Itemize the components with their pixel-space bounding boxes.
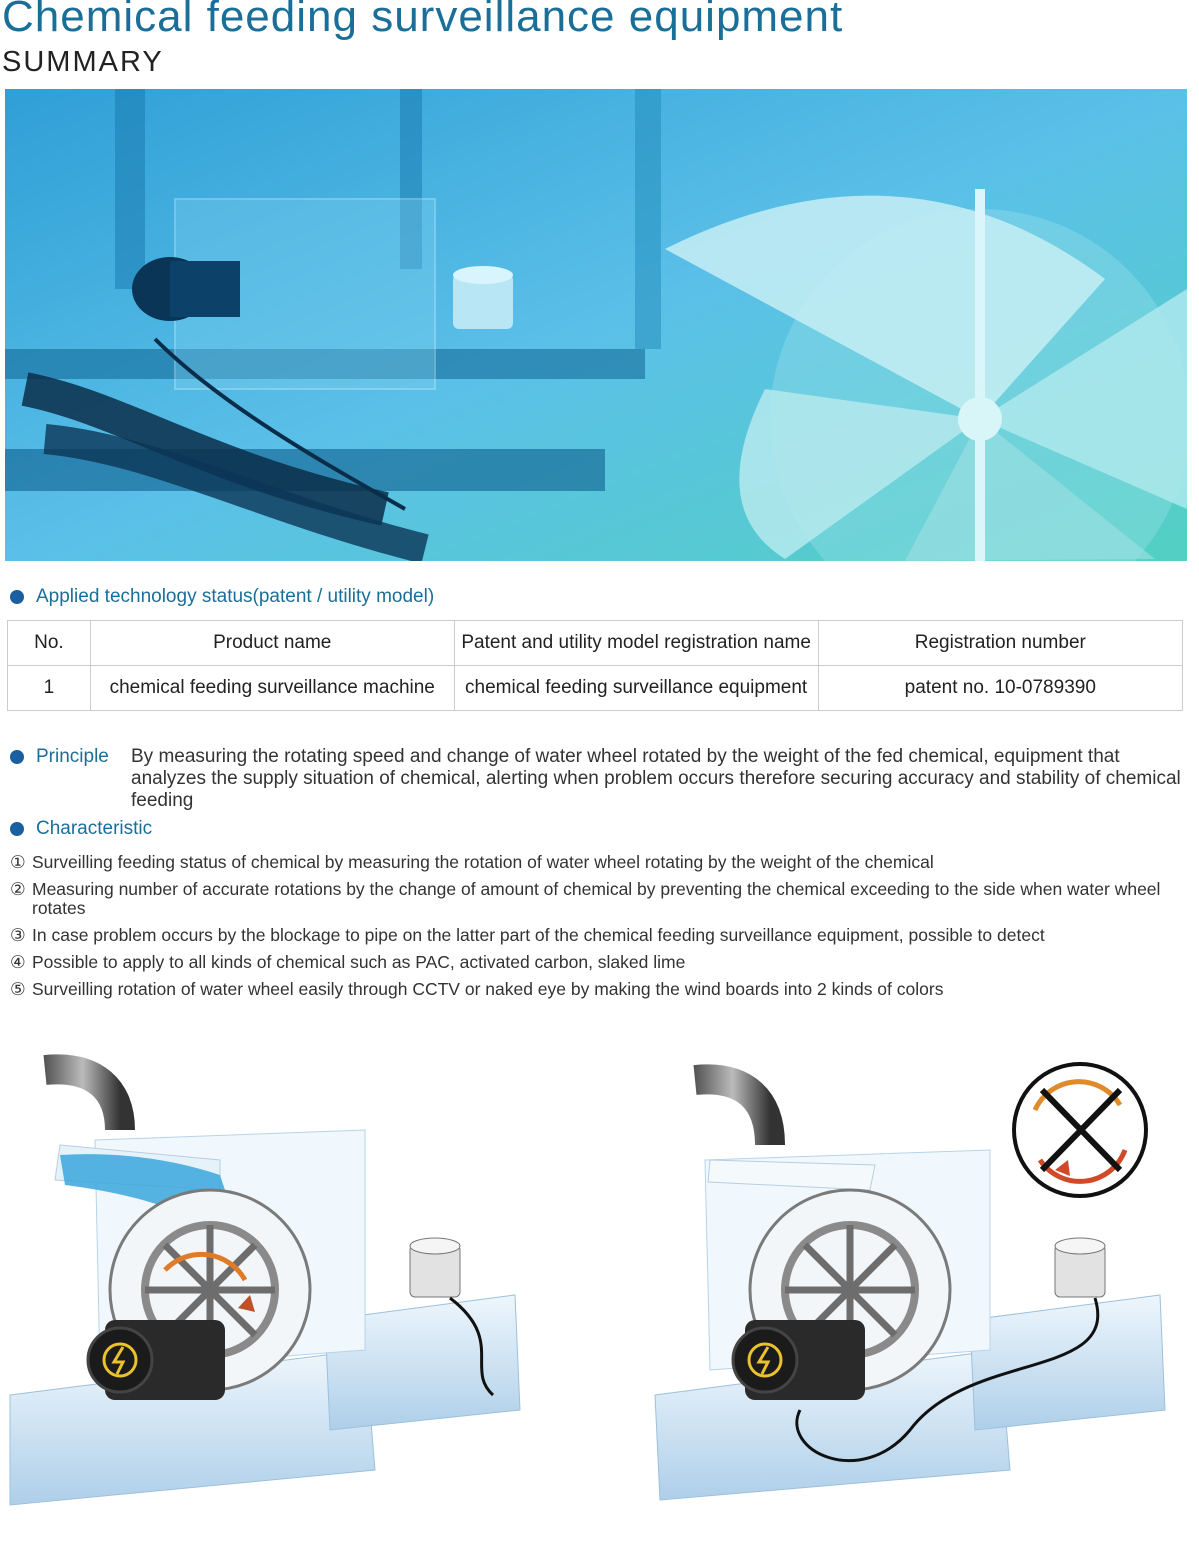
table-header-row	[8, 621, 1183, 666]
characteristic-label: Characteristic	[36, 818, 153, 839]
diagram-normal-operation	[5, 1050, 545, 1520]
principle-text: By measuring the rotating speed and change of water wheel rotated by the weight of the fed chemical, equipment that analyzes the supply situation of chemical, alerting when problem occurs therefore securing accuracy and stability of chemical feeding	[131, 746, 1181, 811]
stop-icon	[1014, 1064, 1146, 1196]
bullet-dot	[10, 590, 24, 604]
item-text: Measuring number of accurate rotations by the change of amount of chemical by preventing the chemical exceeding to the side when water wheel rotates	[32, 879, 1161, 918]
list-item	[10, 926, 1180, 945]
table-cell: 1	[8, 666, 91, 711]
principle-label: Principle	[36, 746, 109, 767]
item-text: Surveilling feeding status of chemical by measuring the rotation of water wheel rotating by the weight of the chemical	[32, 852, 934, 872]
characteristic-list	[10, 853, 1180, 1007]
table-row	[8, 666, 1183, 711]
applied-tech-heading-text: Applied technology status(patent / utility model)	[36, 586, 435, 607]
item-text: Possible to apply to all kinds of chemical such as PAC, activated carbon, slaked lime	[32, 952, 686, 972]
status-table	[7, 620, 1183, 711]
list-item	[10, 853, 1180, 872]
list-item	[10, 880, 1180, 918]
bullet-dot	[10, 822, 24, 836]
item-number: ③	[10, 925, 26, 945]
applied-tech-heading	[10, 586, 434, 608]
item-text: In case problem occurs by the blockage to pipe on the latter part of the chemical feeding surveillance equipment, possible to detect	[32, 925, 1045, 945]
column-header: Registration number	[818, 621, 1182, 666]
column-header: Product name	[90, 621, 454, 666]
item-number: ④	[10, 952, 26, 972]
page-subtitle: SUMMARY	[2, 46, 164, 78]
hero-photo	[5, 89, 1187, 561]
principle-heading	[10, 746, 109, 768]
diagram-stopped-operation	[650, 1050, 1195, 1520]
table-cell: chemical feeding surveillance equipment	[454, 666, 818, 711]
bullet-dot	[10, 750, 24, 764]
column-header: Patent and utility model registration name	[454, 621, 818, 666]
table-cell: patent no. 10-0789390	[818, 666, 1182, 711]
list-item	[10, 980, 1180, 999]
item-number: ②	[10, 879, 26, 899]
item-number: ①	[10, 852, 26, 872]
page-title: Chemical feeding surveillance equipment	[2, 0, 844, 41]
table-cell: chemical feeding surveillance machine	[90, 666, 454, 711]
item-number: ⑤	[10, 979, 26, 999]
list-item	[10, 953, 1180, 972]
characteristic-heading	[10, 818, 152, 840]
item-text: Surveilling rotation of water wheel easily through CCTV or naked eye by making the wind boards into 2 kinds of colors	[32, 979, 944, 999]
column-header: No.	[8, 621, 91, 666]
